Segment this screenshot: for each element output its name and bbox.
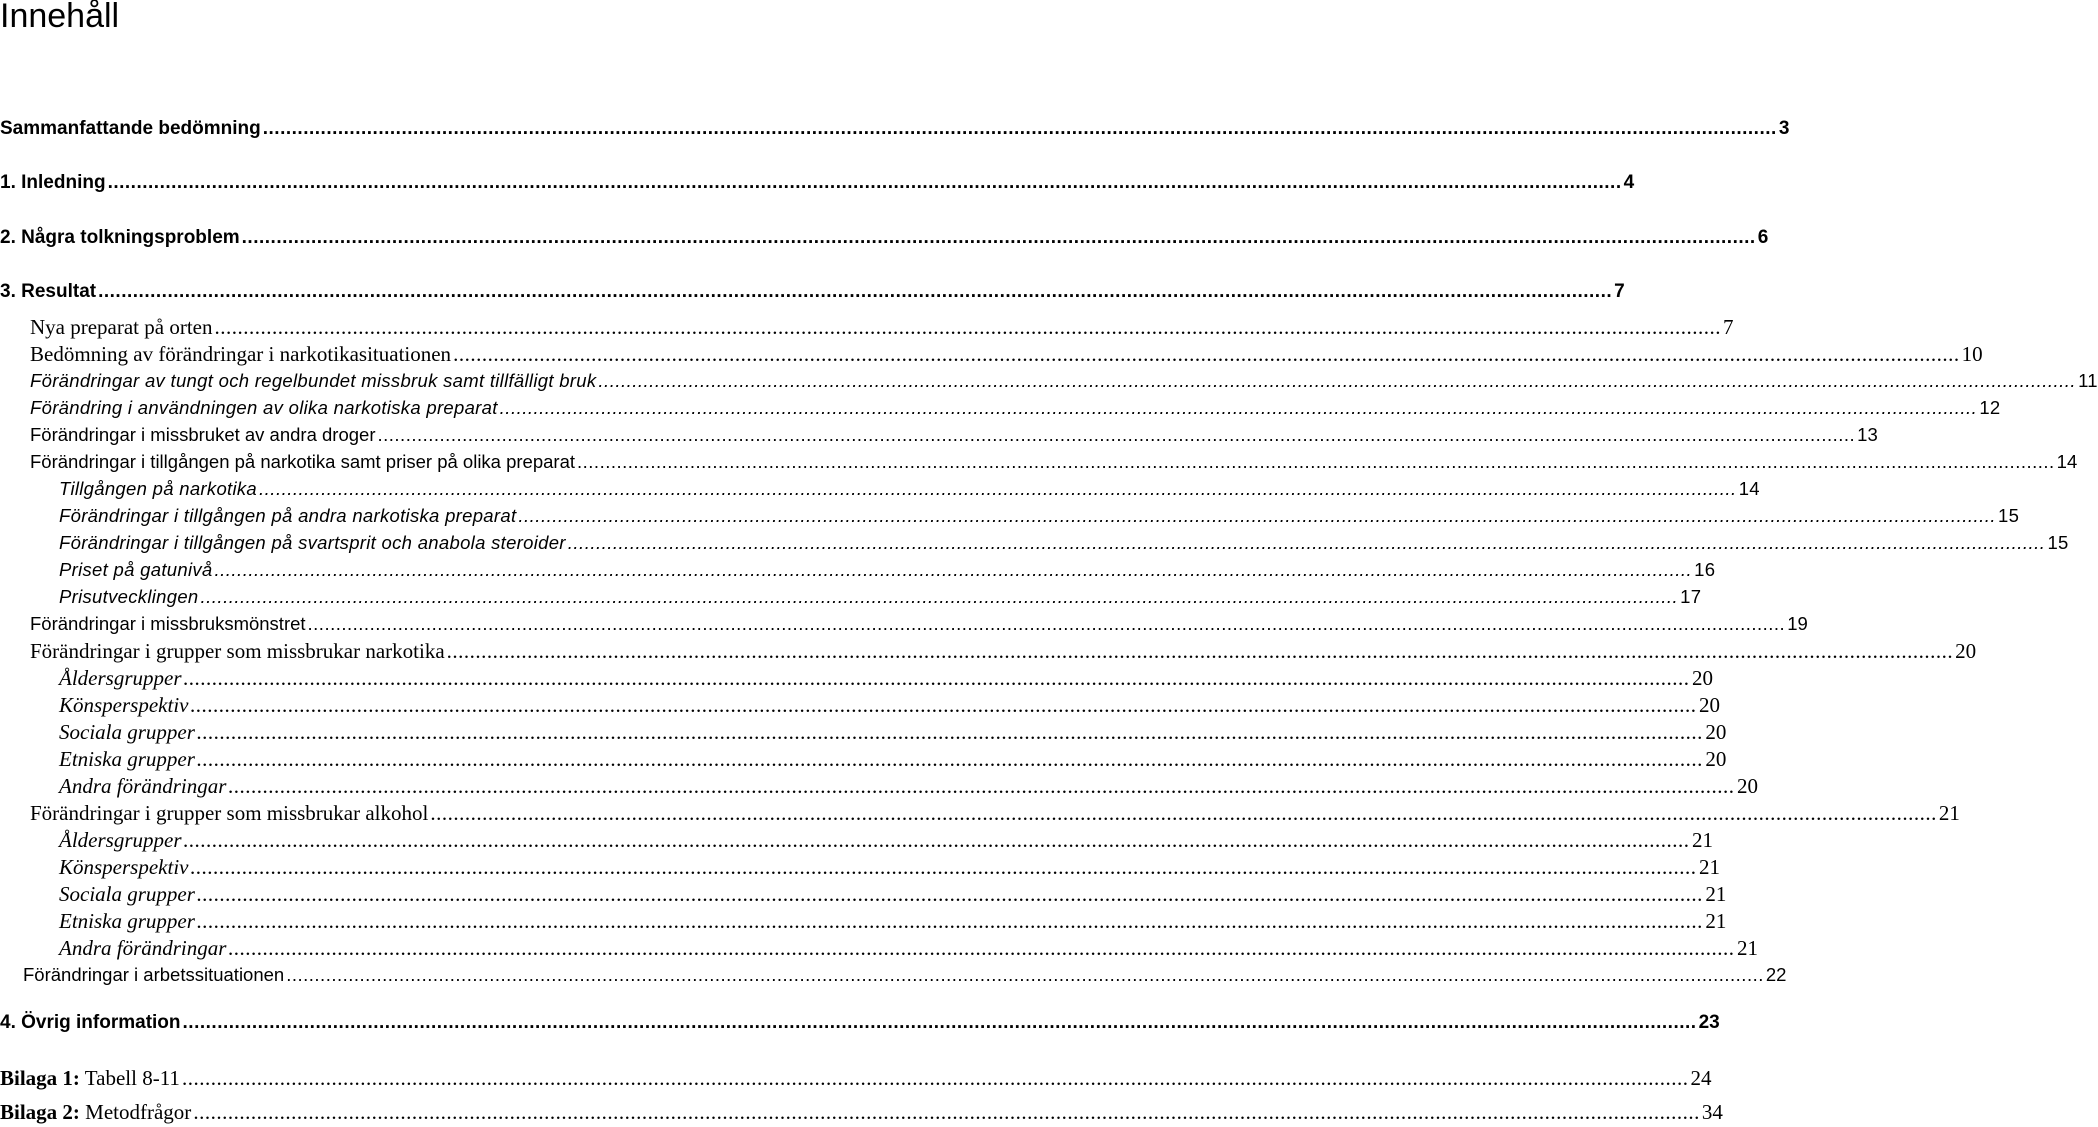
toc-entry[interactable] [59, 880, 1727, 908]
leader-dots [183, 1009, 1697, 1037]
toc-entry-page: 3 [1778, 118, 1790, 139]
toc-entry-label: Förändringar i grupper som missbrukar narkotika [30, 639, 445, 663]
toc-entry[interactable] [59, 583, 1702, 611]
toc-entry-page: 6 [1757, 227, 1769, 248]
toc-entry-label: Prisutvecklingen [59, 586, 199, 607]
toc-entry[interactable] [59, 691, 1720, 719]
leader-dots [308, 610, 1786, 638]
leader-dots [430, 799, 1937, 827]
toc-entry-page: 20 [1698, 693, 1720, 717]
leader-dots [577, 448, 2055, 476]
appendix-label: Bilaga 2: [0, 1100, 80, 1124]
leader-dots [197, 907, 1704, 935]
toc-entry-page: 23 [1698, 1012, 1720, 1033]
toc-entry-label: 3. Resultat [0, 281, 97, 302]
toc-entry[interactable] [59, 529, 2069, 557]
toc-entry[interactable] [0, 1098, 1723, 1126]
leader-dots [259, 475, 1737, 503]
toc-entry-label: Könsperspektiv [59, 693, 189, 717]
toc-entry-page: 7 [1614, 281, 1625, 302]
leader-dots [184, 826, 1691, 854]
toc-entry-label: 1. Inledning [0, 172, 106, 193]
toc-entry[interactable] [0, 278, 1625, 306]
toc-entry-page: 11 [2078, 370, 2098, 391]
toc-entry[interactable] [23, 961, 1787, 989]
toc-entry[interactable] [59, 907, 1727, 935]
toc-entry-label: Etniska grupper [59, 909, 195, 933]
toc-entry-label: Sammanfattande bedömning [0, 118, 261, 139]
toc-entry[interactable] [59, 934, 1758, 962]
toc-entry-page: 4 [1623, 172, 1635, 193]
toc-entry[interactable] [30, 421, 1878, 449]
toc-entry-label: Sociala grupper [59, 882, 195, 906]
leader-dots [190, 691, 1697, 719]
toc-entry-page: 20 [1692, 666, 1713, 690]
toc-entry[interactable] [59, 772, 1758, 800]
leader-dots [201, 583, 1679, 611]
toc-entry-label: Förändringar i missbruket av andra droger [30, 424, 376, 445]
toc-entry-label: Förändringar i missbruksmönstret [30, 613, 306, 634]
toc-entry-label: 2. Några tolkningsproblem [0, 227, 240, 248]
toc-entry-label: Bedömning av förändringar i narkotikasituationen [30, 342, 452, 366]
leader-dots [447, 637, 1954, 665]
toc-entry[interactable] [0, 1009, 1720, 1037]
toc-entry-page: 15 [1998, 505, 2020, 526]
toc-entry-label: Tillgången på narkotika [59, 478, 258, 499]
leader-dots [197, 745, 1704, 773]
toc-entry-page: 14 [2056, 451, 2078, 472]
toc-entry-label: Förändringar av tungt och regelbundet missbruk samt tillfälligt bruk [30, 370, 597, 391]
toc-entry-label: Förändringar i grupper som missbrukar alkohol [30, 801, 429, 825]
toc-entry-page: 20 [1955, 639, 1977, 663]
toc-entry-label: Förändringar i tillgången på svartsprit och anabola steroider [59, 532, 566, 553]
toc-entry-label: Nya preparat på orten [30, 315, 213, 339]
toc-entry[interactable] [0, 224, 1769, 252]
toc-entry-page: 21 [1938, 801, 1960, 825]
toc-entry-page: 34 [1701, 1100, 1723, 1124]
toc-entry-label: Tabell 8-11 [79, 1066, 180, 1090]
toc-entry[interactable] [30, 313, 1734, 341]
toc-entry-page: 17 [1680, 586, 1702, 607]
toc-entry-page: 21 [1698, 855, 1720, 879]
toc-entry-page: 21 [1736, 936, 1758, 960]
leader-dots [286, 961, 1764, 989]
toc-entry-page: 19 [1787, 613, 1808, 634]
toc-entry-page: 16 [1694, 559, 1716, 580]
leader-dots [98, 278, 1612, 306]
leader-dots [215, 556, 1693, 584]
toc-entry-page: 13 [1857, 424, 1878, 445]
leader-dots [263, 115, 1777, 143]
toc-entry-label: Åldersgrupper [59, 666, 182, 690]
toc-entry[interactable] [30, 340, 1983, 368]
toc-entry-page: 15 [2047, 532, 2069, 553]
toc-entry[interactable] [59, 664, 1713, 692]
toc-entry[interactable] [59, 826, 1713, 854]
toc-entry-label: Förändringar i tillgången på andra narkotiska preparat [59, 505, 517, 526]
toc-entry[interactable] [59, 718, 1727, 746]
toc-entry-page: 10 [1961, 342, 1983, 366]
toc-entry[interactable] [30, 799, 1960, 827]
leader-dots [568, 529, 2046, 557]
leader-dots [453, 340, 1960, 368]
appendix-label: Bilaga 1: [0, 1066, 80, 1090]
toc-entry-page: 12 [1979, 397, 2001, 418]
leader-dots [197, 718, 1704, 746]
toc-entry[interactable] [0, 169, 1635, 197]
toc-entry-label: Andra förändringar [59, 774, 227, 798]
toc-entry-page: 7 [1723, 315, 1734, 339]
leader-dots [184, 664, 1691, 692]
toc-entry[interactable] [59, 745, 1727, 773]
leader-dots [518, 502, 1996, 530]
toc-entry-label: Könsperspektiv [59, 855, 189, 879]
toc-entry[interactable] [30, 637, 1977, 665]
toc-entry-label: Förändring i användningen av olika narkotiska preparat [30, 397, 498, 418]
leader-dots [197, 880, 1704, 908]
toc-entry[interactable] [0, 1064, 1712, 1092]
page-title: Innehåll [0, 0, 120, 35]
toc-entry-label: Metodfrågor [79, 1100, 192, 1124]
toc-entry[interactable] [30, 394, 2001, 422]
leader-dots [378, 421, 1856, 449]
toc-entry-label: Förändringar i tillgången på narkotika samt priser på olika preparat [30, 451, 576, 472]
leader-dots [108, 169, 1622, 197]
toc-entry-page: 21 [1692, 828, 1713, 852]
toc-entry-label: Etniska grupper [59, 747, 195, 771]
leader-dots [242, 224, 1756, 252]
toc-entry-page: 21 [1705, 909, 1727, 933]
leader-dots [598, 367, 2076, 395]
toc-entry-label: Förändringar i arbetssituationen [23, 964, 285, 985]
toc-entry[interactable] [30, 448, 2078, 476]
toc-entry[interactable] [59, 853, 1720, 881]
toc-entry-page: 20 [1705, 747, 1727, 771]
toc-entry-page: 21 [1705, 882, 1727, 906]
toc-entry-page: 24 [1690, 1066, 1712, 1090]
toc-entry-page: 20 [1705, 720, 1727, 744]
leader-dots [182, 1064, 1689, 1092]
toc-entry[interactable] [0, 115, 1790, 143]
toc-entry-label: 4. Övrig information [0, 1012, 181, 1033]
toc-entry[interactable] [59, 475, 1760, 503]
toc-entry-page: 14 [1738, 478, 1760, 499]
toc-entry[interactable] [59, 556, 1716, 584]
leader-dots [500, 394, 1978, 422]
leader-dots [215, 313, 1722, 341]
toc-entry-label: Åldersgrupper [59, 828, 182, 852]
leader-dots [190, 853, 1697, 881]
toc-entry[interactable] [30, 610, 1808, 638]
toc-entry-label: Andra förändringar [59, 936, 227, 960]
leader-dots [228, 934, 1735, 962]
toc-entry[interactable] [59, 502, 2020, 530]
toc-entry-page: 20 [1736, 774, 1758, 798]
toc-entry[interactable] [30, 367, 2098, 395]
leader-dots [228, 772, 1735, 800]
toc-entry-page: 22 [1765, 964, 1787, 985]
leader-dots [193, 1098, 1700, 1126]
toc-entry-label: Sociala grupper [59, 720, 195, 744]
toc-entry-label: Priset på gatunivå [59, 559, 213, 580]
